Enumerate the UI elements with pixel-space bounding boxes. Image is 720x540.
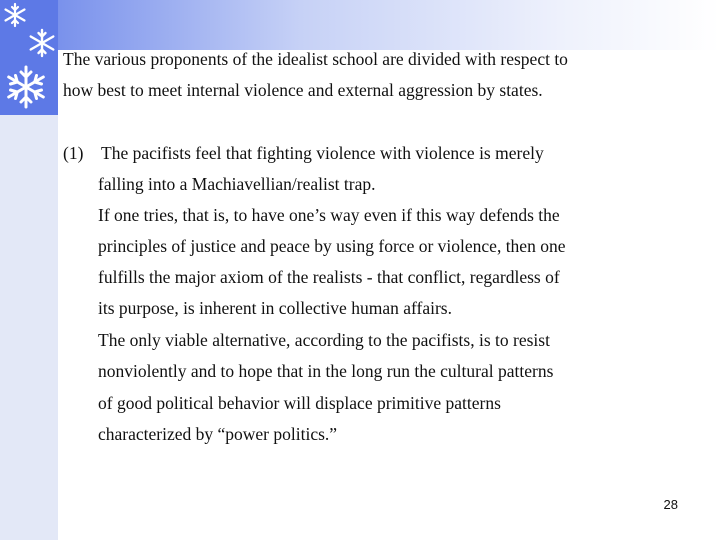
intro-line: The various proponents of the idealist school are divided with respect to <box>63 49 568 69</box>
list-item-marker: (1) <box>63 143 84 163</box>
snowflake-icon <box>3 64 49 110</box>
list-item-line: falling into a Machiavellian/realist trap. <box>98 174 376 194</box>
list-item-line: its purpose, is inherent in collective human affairs. <box>98 298 452 318</box>
snowflake-icon <box>27 28 57 58</box>
list-item-line: principles of justice and peace by using force or violence, then one <box>98 236 566 256</box>
intro-line: how best to meet internal violence and external aggression by states. <box>63 80 543 100</box>
list-item-line: nonviolently and to hope that in the long run the cultural patterns <box>98 361 554 381</box>
list-item-line: The only viable alternative, according to the pacifists, is to resist <box>98 330 550 350</box>
list-item-line: If one tries, that is, to have one’s way even if this way defends the <box>98 205 560 225</box>
top-decor-band <box>0 0 720 50</box>
list-item-line: characterized by “power politics.” <box>98 424 338 444</box>
page-number: 28 <box>663 497 678 512</box>
list-item-line: fulfills the major axiom of the realists - that conflict, regardless of <box>98 267 560 287</box>
snowflake-icon <box>2 2 28 28</box>
list-item-line: The pacifists feel that fighting violence with violence is merely <box>101 143 544 163</box>
list-item-line: of good political behavior will displace primitive patterns <box>98 393 501 413</box>
